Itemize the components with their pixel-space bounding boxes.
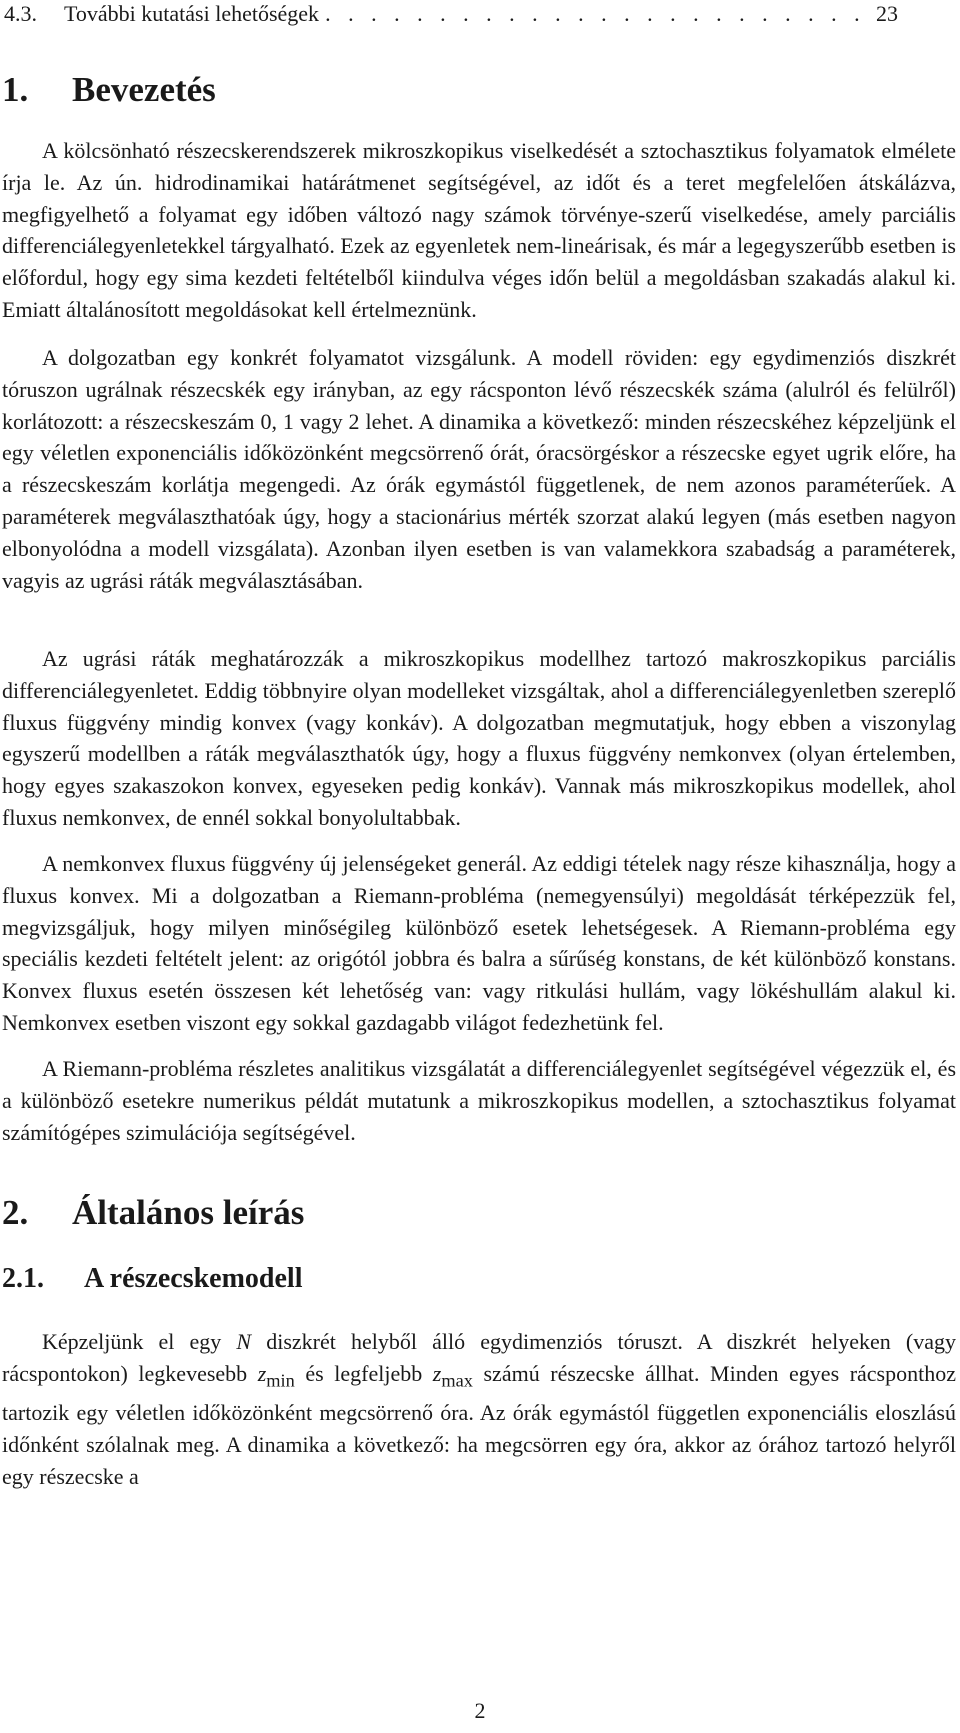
math-base: z	[257, 1360, 267, 1386]
toc-leader-dots	[325, 0, 868, 28]
text-run: és legfeljebb	[294, 1360, 433, 1386]
toc-entry-number: 4.3.	[4, 1, 37, 26]
toc-entry-title: További kutatási lehetőségek	[64, 1, 320, 26]
text-run: Képzeljünk el egy	[42, 1329, 237, 1354]
math-variable: N	[236, 1329, 252, 1354]
section-number: 1.	[2, 70, 29, 109]
paragraph: A dolgozatban egy konkrét folyamatot vizsgálunk. A modell röviden: egy egydimenziós diszkrét tóruszon ugrálnak részecskék egy irányban, az egy rácsponton lévő részecskék száma (alulról és felülről) korlátozott: a részecskeszám 0, 1 vagy 2 lehet. A dinamika a következő: minden részecskéhez képzeljünk el egy véletlen exponenciális időközönként megcsörrenő órát, óracsörgéskor a részecske egyet ugrik előre, ha a részecskeszám korlátja megengedi. Az órák egymástól függetlenek, de nem azonos paraméterűek. A paraméterek megválaszthatóak úgy, hogy a stacionárius mérték szorzat alakú legyen (más esetben nagyon elbonyolódna a modell vizsgálata). Azonban ilyen esetben is van valamekkora szabadság a paraméterek, vagyis az ugrási ráták megválasztásában.	[2, 345, 956, 593]
paragraph	[2, 1326, 956, 1492]
section-number: 2.	[2, 1193, 29, 1232]
section-heading-general	[2, 1193, 304, 1233]
subsection-number: 2.1.	[2, 1263, 44, 1294]
toc-entry	[4, 0, 898, 30]
section-title: Bevezetés	[72, 70, 216, 109]
text-run: számú részecske állhat. Minden egyes rácsponthoz tartozik egy véletlen időközönként megcsörrenő óra. Az órák egymástól független exponenciális eloszlású időnként szólalnak meg. A dinamika a következő: ha megcsörren egy óra, akkor az órához tartozó helyről egy részecske a	[2, 1360, 956, 1489]
paragraph: A nemkonvex fluxus függvény új jelenségeket generál. Az eddigi tételek nagy része kihasználja, hogy a fluxus konvex. Mi a dolgozatban a Riemann-probléma (nemegyensúlyi) megoldását térképezzük fel, megvizsgáljuk, hogy milyen minőségileg különböző esetek lehetségesek. A Riemann-probléma egy speciális kezdeti feltételt jelent: az origótól jobbra és balra a sűrűség konstans, de két különböző konstans. Konvex fluxus esetén összesen két lehetőség van: vagy ritkulási hullám, vagy lökéshullám alakul ki. Nemkonvex esetben viszont egy sokkal gazdagabb világot fedezhetünk fel.	[2, 851, 956, 1035]
paragraph: A Riemann-probléma részletes analitikus vizsgálatát a differenciálegyenlet segítségével végezzük el, és a különböző esetekre numerikus példát mutatunk a mikroszkopikus modellen, a sztochasztikus folyamat számítógépes szimulációja segítségével.	[2, 1056, 956, 1145]
paragraph: A kölcsönható részecskerendszerek mikroszkopikus viselkedését a sztochasztikus folyamatok elmélete írja le. Az ún. hidrodinamikai határátmenet segítségével, az időt és a teret megfelelően átskálázva, megfigyelhető a folyamat egy időben változó nagy számok törvénye-szerű viselkedése, amely parciális differenciálegyenletekkel tárgyalható. Ezek az egyenletek nem-lineárisak, és már a legegyszerűbb esetben is előfordul, hogy egy sima kezdeti feltételből kiindulva véges időn belül a megoldásban szakadás alakul ki. Emiatt általánosított megoldásokat kell értelmeznünk.	[2, 138, 956, 322]
section-title: Általános leírás	[72, 1193, 305, 1232]
subsection-heading-particle-model	[2, 1262, 303, 1296]
page-number: 2	[474, 1698, 486, 1723]
subsection-title: A részecskemodell	[84, 1263, 303, 1294]
math-variable	[258, 1361, 267, 1386]
math-base: z	[432, 1360, 442, 1386]
section-heading-introduction	[2, 70, 216, 110]
toc-entry-page: 23	[876, 1, 898, 26]
math-subscript: min	[266, 1370, 295, 1391]
paragraph: Az ugrási ráták meghatározzák a mikroszkopikus modellhez tartozó makroszkopikus parciális differenciálegyenletet. Eddig többnyire olyan modelleket vizsgáltak, ahol a differenciálegyenletben szereplő fluxus függvény mindig konvex (vagy konkáv). A dolgozatban megmutatjuk, hogy ebben a viszonylag egyszerű modellben a ráták megválaszthatók úgy, hogy a fluxus függvény nemkonvex (olyan értelemben, hogy egyes szakaszokon konvex, egyeseken pedig konkáv). Vannak más mikroszkopikus modellek, ahol fluxus nemkonvex, de ennél sokkal bonyolultabbak.	[2, 646, 956, 830]
math-subscript: max	[441, 1370, 473, 1391]
text-run: diszkrét helyből álló egydimenziós tóruszt. A diszkrét helyeken (vagy rácspontokon) legkevesebb	[2, 1329, 956, 1386]
